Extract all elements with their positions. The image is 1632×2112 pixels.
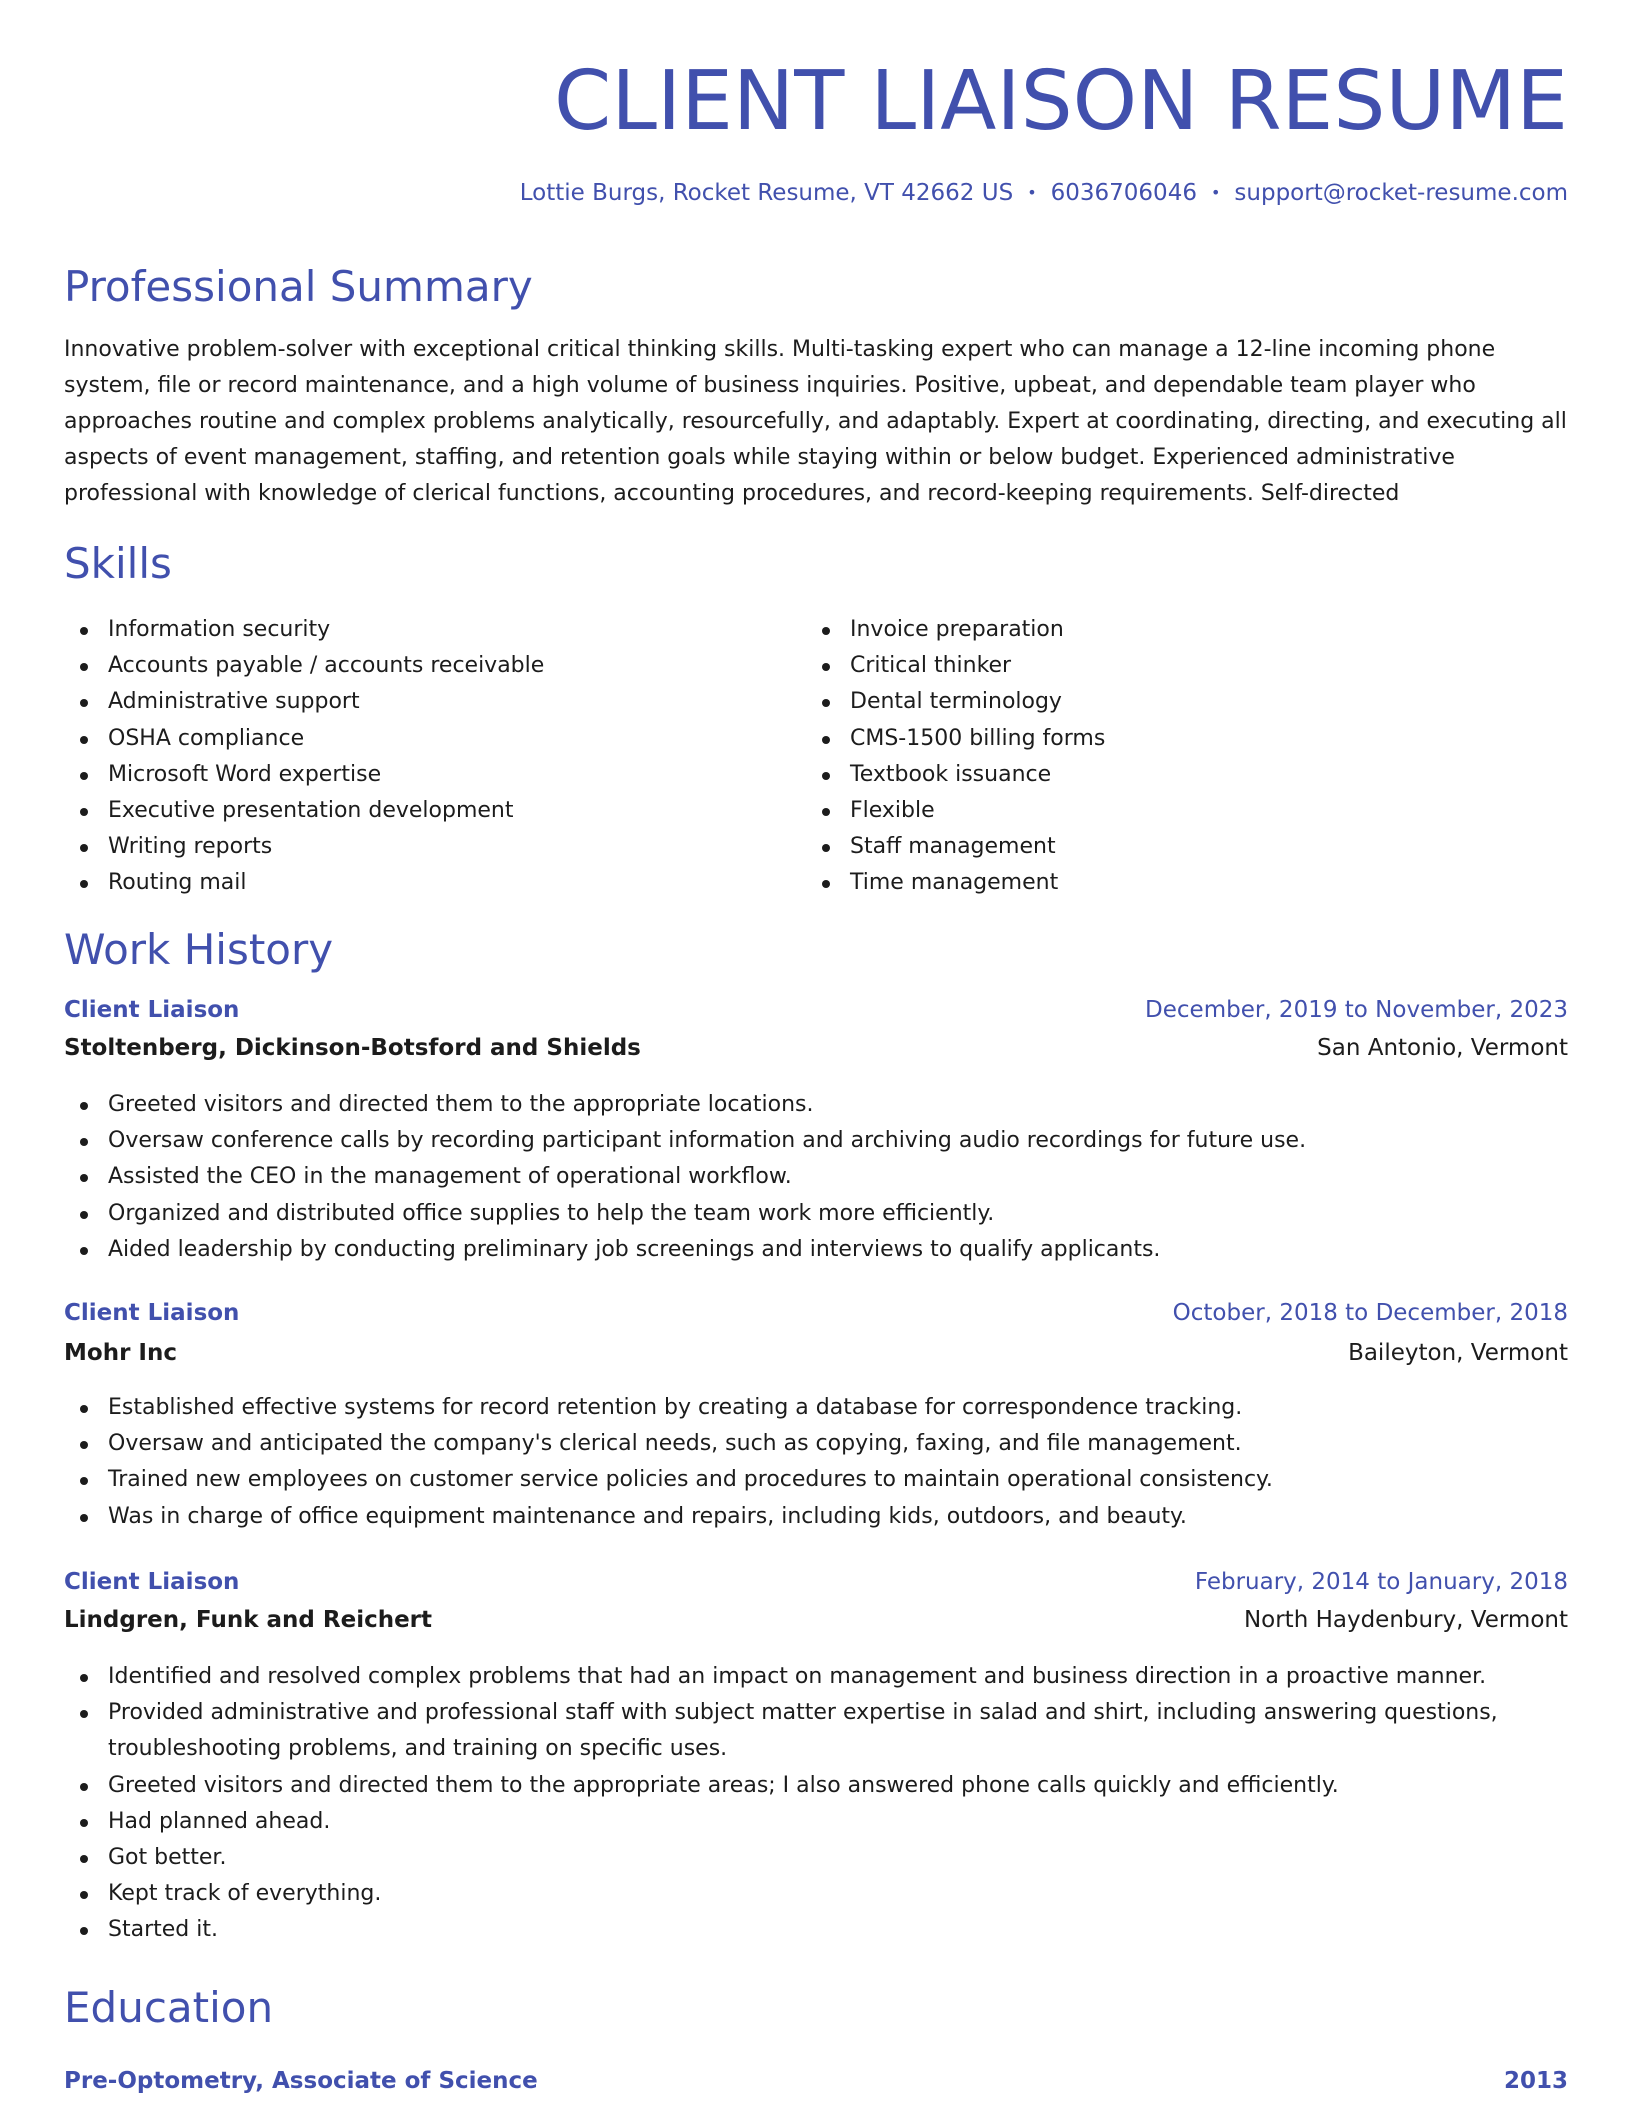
skill-item: Time management <box>806 865 1548 901</box>
job-bullet: Provided administrative and professional staff with subject matter expertise in salad and shirt, including answering questions, troubleshooting problems, and training on specific uses. <box>64 1695 1568 1767</box>
job-bullet: Greeted visitors and directed them to the appropriate areas; I also answered phone calls quickly and efficiently. <box>64 1768 1568 1804</box>
skill-item: Microsoft Word expertise <box>64 757 806 793</box>
job-dates: December, 2019 to November, 2023 <box>1145 997 1568 1023</box>
job-entry <box>64 1569 1568 1949</box>
summary-heading: Professional Summary <box>64 262 533 311</box>
job-bullet: Oversaw and anticipated the company's clerical needs, such as copying, faxing, and file management. <box>64 1426 1568 1462</box>
job-company: Mohr Inc <box>64 1340 177 1366</box>
contact-phone: 6036706046 <box>1050 180 1197 206</box>
skill-item: Staff management <box>806 829 1548 865</box>
skill-item: Executive presentation development <box>64 793 806 829</box>
skill-item: OSHA compliance <box>64 721 806 757</box>
summary-text: Innovative problem-solver with exceptional critical thinking skills. Multi-tasking expert who can manage a 12-line incoming phone system, file or record maintenance, and a high volume of business inquiries. Positive, upbeat, and dependable team player who approaches routine and complex problems analytically, resourcefully, and adaptably. Expert at coordinating, directing, and executing all aspects of event management, staffing, and retention goals while staying within or below budget. Experienced administrative professional with knowledge of clerical functions, accounting procedures, and record-keeping requirements. Self-directed <box>64 337 1567 506</box>
education-entry <box>64 2068 1568 2094</box>
job-bullet: Assisted the CEO in the management of operational workflow. <box>64 1159 1568 1195</box>
job-bullet: Identified and resolved complex problems that had an impact on management and business direction in a proactive manner. <box>64 1659 1568 1695</box>
job-bullet: Got better. <box>64 1840 1568 1876</box>
job-bullet: Aided leadership by conducting preliminary job screenings and interviews to qualify applicants. <box>64 1232 1568 1268</box>
job-title: Client Liaison <box>64 1569 240 1595</box>
job-dates: October, 2018 to December, 2018 <box>1172 1300 1568 1326</box>
skill-item: Administrative support <box>64 684 806 720</box>
skill-item: CMS-1500 billing forms <box>806 721 1548 757</box>
skill-item: Writing reports <box>64 829 806 865</box>
job-bullet: Had planned ahead. <box>64 1804 1568 1840</box>
job-bullets <box>64 1390 1568 1535</box>
skills-column-left <box>64 612 806 902</box>
job-entry <box>64 1300 1568 1535</box>
skill-item: Invoice preparation <box>806 612 1548 648</box>
skill-item: Flexible <box>806 793 1548 829</box>
job-bullet: Trained new employees on customer service policies and procedures to maintain operational consistency. <box>64 1462 1568 1498</box>
job-bullets <box>64 1087 1568 1268</box>
contact-email[interactable]: support@rocket-resume.com <box>1234 180 1568 206</box>
skill-item: Accounts payable / accounts receivable <box>64 648 806 684</box>
job-bullet: Greeted visitors and directed them to the appropriate locations. <box>64 1087 1568 1123</box>
job-bullet: Started it. <box>64 1912 1568 1948</box>
job-location: San Antonio, Vermont <box>1317 1035 1568 1061</box>
work-history-heading: Work History <box>64 925 334 974</box>
job-company: Lindgren, Funk and Reichert <box>64 1607 433 1633</box>
contact-address: Lottie Burgs, Rocket Resume, VT 42662 US <box>519 180 1014 206</box>
education-year: 2013 <box>1503 2068 1568 2094</box>
skill-item: Routing mail <box>64 865 806 901</box>
skill-item: Textbook issuance <box>806 757 1548 793</box>
contact-separator: • <box>1027 183 1037 202</box>
job-location: Baileyton, Vermont <box>1348 1340 1568 1366</box>
skills-heading: Skills <box>64 539 172 588</box>
job-bullet: Was in charge of office equipment maintenance and repairs, including kids, outdoors, and beauty. <box>64 1499 1568 1535</box>
job-bullet: Organized and distributed office supplies to help the team work more efficiently. <box>64 1196 1568 1232</box>
skills-list <box>64 612 1568 902</box>
education-heading: Education <box>64 1983 274 2032</box>
skill-item: Critical thinker <box>806 648 1548 684</box>
job-entry <box>64 997 1568 1268</box>
job-bullet: Oversaw conference calls by recording participant information and archiving audio recordings for future use. <box>64 1123 1568 1159</box>
resume-title: CLIENT LIAISON RESUME <box>554 54 1568 149</box>
job-company: Stoltenberg, Dickinson-Botsford and Shields <box>64 1035 641 1061</box>
job-bullet: Kept track of everything. <box>64 1876 1568 1912</box>
job-dates: February, 2014 to January, 2018 <box>1194 1569 1568 1595</box>
job-location: North Haydenbury, Vermont <box>1243 1607 1568 1633</box>
job-bullets <box>64 1659 1568 1949</box>
job-title: Client Liaison <box>64 1300 240 1326</box>
contact-line <box>520 180 1568 206</box>
contact-separator: • <box>1210 183 1221 202</box>
skill-item: Dental terminology <box>806 684 1548 720</box>
skills-column-right <box>806 612 1548 902</box>
job-title: Client Liaison <box>64 997 240 1023</box>
skill-item: Information security <box>64 612 806 648</box>
education-degree: Pre-Optometry, Associate of Science <box>64 2068 538 2094</box>
job-bullet: Established effective systems for record retention by creating a database for correspondence tracking. <box>64 1390 1568 1426</box>
